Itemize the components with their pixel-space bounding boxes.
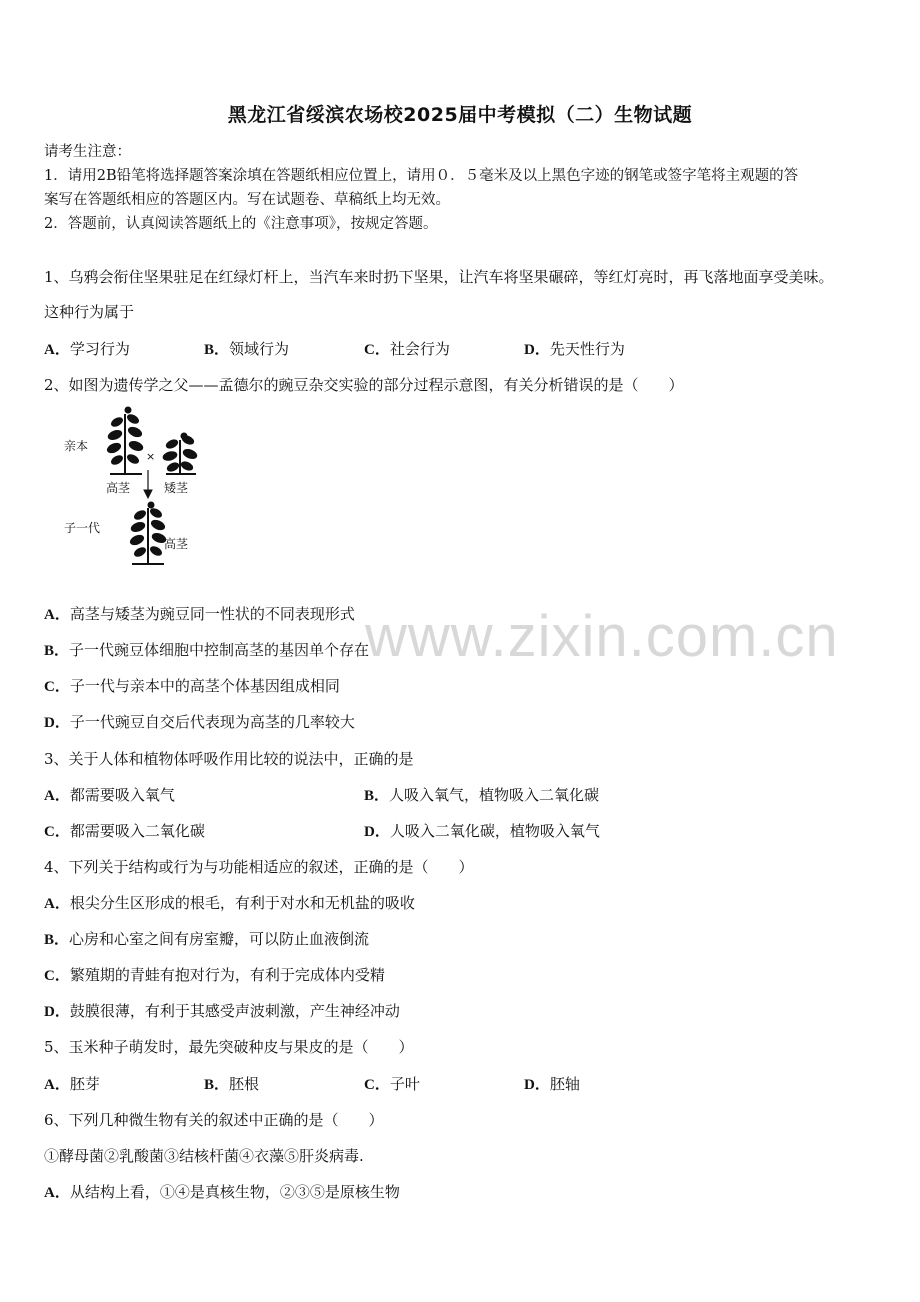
q2-option-c (44, 675, 340, 696)
tall-pea-plant-icon (106, 407, 144, 474)
option-letter: B． (44, 643, 70, 659)
option-letter: A． (44, 1077, 70, 1093)
option-text: 子叶 (389, 1075, 420, 1093)
option-letter: D． (44, 715, 70, 731)
f1-tall-pea-plant-icon (129, 502, 167, 564)
option-text: 领域行为 (229, 340, 290, 358)
option-letter: A． (44, 896, 70, 912)
option-text: 子一代豌豆自交后代表现为高茎的几率较大 (69, 713, 355, 731)
q3-stem: 3、关于人体和植物体呼吸作用比较的说法中，正确的是 (44, 750, 414, 768)
q5-option-a (44, 1073, 100, 1094)
option-text: 胚根 (229, 1075, 260, 1093)
q3-option-a (44, 784, 175, 805)
option-text: 社会行为 (389, 340, 450, 358)
tall-label: 高茎 (106, 481, 131, 495)
q6-organism-list: ①酵母菌②乳酸菌③结核杆菌④衣藻⑤肝炎病毒. (44, 1147, 364, 1165)
option-letter: C． (44, 679, 70, 695)
q3-option-c (44, 820, 205, 841)
cross-sign: × (146, 450, 156, 463)
option-text: 人吸入氧气，植物吸入二氧化碳 (389, 786, 600, 804)
option-text: 都需要吸入二氧化碳 (69, 822, 205, 840)
notice-line-2: 案写在答题纸相应的答题区内。写在试题卷、草稿纸上均无效。 (44, 192, 450, 208)
option-text: 胚轴 (549, 1075, 580, 1093)
option-text: 鼓膜很薄，有利于其感受声波刺激，产生神经冲动 (69, 1002, 400, 1020)
option-letter: C． (44, 968, 70, 984)
q1-stem: 1、乌鸦会衔住坚果驻足在红绿灯杆上，当汽车来时扔下坚果，让汽车将坚果碾碎，等红灯亮时，再飞落地面享受美味。 (44, 268, 834, 286)
short-pea-plant-icon (162, 433, 198, 474)
option-letter: B． (364, 788, 390, 804)
q6-stem: 6、下列几种微生物有关的叙述中正确的是（ ） (44, 1111, 384, 1129)
f1-label: 子一代 (64, 521, 101, 535)
q1-option-a (44, 338, 130, 359)
f1-tall-label: 高茎 (164, 537, 189, 551)
option-letter: A． (44, 342, 70, 358)
option-letter: A． (44, 1185, 70, 1201)
q4-stem: 4、下列关于结构或行为与功能相适应的叙述，正确的是（ ） (44, 858, 474, 876)
q5-option-d (524, 1073, 580, 1094)
option-text: 子一代豌豆体细胞中控制高茎的基因单个存在 (69, 641, 370, 659)
option-text: 人吸入二氧化碳，植物吸入氧气 (389, 822, 600, 840)
option-letter: D． (364, 824, 390, 840)
q1-option-b (204, 338, 289, 359)
q6-option-a (44, 1181, 400, 1202)
short-label: 矮茎 (164, 481, 189, 495)
watermark: www.zixin.com.cn (365, 604, 839, 669)
q1-option-d (524, 338, 625, 359)
option-letter: D． (524, 342, 550, 358)
option-text: 根尖分生区形成的根毛，有利于对水和无机盐的吸收 (69, 894, 415, 912)
notice-line-1: 1．请用2B铅笔将选择题答案涂填在答题纸相应位置上，请用０．５毫米及以上黑色字迹的钢笔或签字笔将主观题的答 (44, 168, 799, 184)
q1-option-c (364, 338, 450, 359)
option-text: 繁殖期的青蛙有抱对行为，有利于完成体内受精 (69, 966, 385, 984)
option-text: 从结构上看，①④是真核生物，②③⑤是原核生物 (69, 1183, 400, 1201)
option-letter: D． (524, 1077, 550, 1093)
q4-option-d (44, 1000, 400, 1021)
q2-stem: 2、如图为遗传学之父——孟德尔的豌豆杂交实验的部分过程示意图，有关分析错误的是（ ） (44, 376, 684, 394)
q4-option-a (44, 892, 415, 913)
option-text: 学习行为 (69, 340, 130, 358)
q4-option-c (44, 964, 385, 985)
option-text: 子一代与亲本中的高茎个体基因组成相同 (69, 677, 340, 695)
option-letter: B． (204, 342, 230, 358)
q5-option-c (364, 1073, 420, 1094)
notice-line-3: 2．答题前，认真阅读答题纸上的《注意事项》，按规定答题。 (44, 216, 438, 232)
page-title: 黑龙江省绥滨农场校2025届中考模拟（二）生物试题 (227, 104, 693, 126)
option-letter: C． (364, 1077, 390, 1093)
q1-stem-cont: 这种行为属于 (44, 303, 135, 321)
option-text: 都需要吸入氧气 (69, 786, 175, 804)
q4-option-b (44, 928, 369, 949)
option-text: 先天性行为 (549, 340, 625, 358)
q2-option-a (44, 603, 355, 624)
q3-option-b (364, 784, 599, 805)
option-letter: C． (364, 342, 390, 358)
option-text: 胚芽 (69, 1075, 100, 1093)
pea-cross-figure (60, 402, 210, 572)
down-arrow-icon (144, 470, 152, 498)
notice-heading: 请考生注意： (44, 144, 131, 160)
option-letter: A． (44, 607, 70, 623)
option-text: 心房和心室之间有房室瓣，可以防止血液倒流 (69, 930, 370, 948)
option-text: 高茎与矮茎为豌豆同一性状的不同表现形式 (69, 605, 355, 623)
option-letter: B． (204, 1077, 230, 1093)
option-letter: A． (44, 788, 70, 804)
q3-option-d (364, 820, 600, 841)
q2-option-b (44, 639, 369, 660)
q5-option-b (204, 1073, 259, 1094)
q2-option-d (44, 711, 355, 732)
option-letter: B． (44, 932, 70, 948)
option-letter: D． (44, 1004, 70, 1020)
parent-label: 亲本 (64, 439, 89, 453)
q5-stem: 5、玉米种子萌发时，最先突破种皮与果皮的是（ ） (44, 1038, 414, 1056)
option-letter: C． (44, 824, 70, 840)
